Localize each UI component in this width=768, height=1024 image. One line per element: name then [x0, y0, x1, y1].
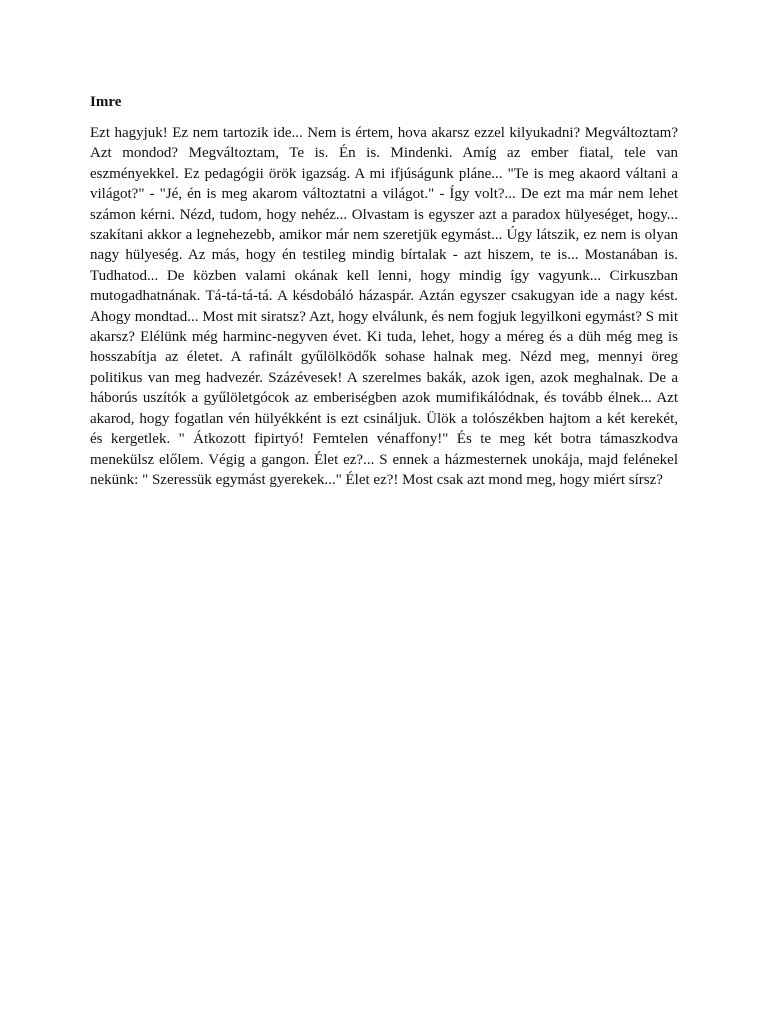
- speaker-name: Imre: [90, 94, 122, 110]
- document-content: [90, 92, 678, 490]
- monologue-paragraph: Ezt hagyjuk! Ez nem tartozik ide... Nem is értem, hova akarsz ezzel kilyukadni? Megváltoztam? Azt mondod? Megváltoztam, Te is. Én is. Mindenki. Amíg az ember fiatal, tele van eszményekkel. Ez pedagógii örök igazság. A mi ifjúságunk pláne... "Te is meg akaord váltani a világot?" - "Jé, én is meg akarom változtatni a világot." - Így volt?... De ezt ma már nem lehet számon kérni. Nézd, tudom, hogy nehéz... Olvastam is egyszer azt a paradox hülyeséget, hogy... szakítani akkor a legnehezebb, amikor már nem szeretjük egymást... Úgy látszik, ez nem is olyan nagy hülyeség. Az más, hogy én testileg mindig bírtalak - azt hiszem, te is... Mostanában is. Tudhatod... De közben valami okának kell lenni, hogy mindig így vagyunk... Cirkuszban mutogadhatnának. Tá-tá-tá-tá. A késdobáló házaspár. Aztán egyszer csakugyan ide a nagy kést. Ahogy mondtad... Most mit siratsz? Azt, hogy elválunk, és nem fogjuk legyilkoni egymást? S mit akarsz? Elélünk még harminc-negyven évet. Ki tuda, lehet, hogy a méreg és a düh még meg is hosszabítja az életet. A rafinált gyűlölködők sohase halnak meg. Nézd meg, mennyi öreg politikus van meg hadvezér. Százévesek! A szerelmes bakák, azok igen, azok meghalnak. De a háborús uszítók a gyűlöletgócok az emberiségben azok mumifikálódnak, és tovább élnek... Azt akarod, hogy fogatlan vén hülyékként is ezt csináljuk. Ülök a tolószékben hajtom a két kerekét, és kergetlek. " Átkozott fipirtyó! Femtelen vénaffony!" És te meg két botra támaszkodva menekülsz előlem. Végig a gangon. Élet ez?... S ennek a házmesternek unokája, majd felénekel nekünk: " Szeressük egymást gyerekek..." Élet ez?! Most csak azt mond meg, hogy miért sírsz?: [90, 125, 678, 488]
